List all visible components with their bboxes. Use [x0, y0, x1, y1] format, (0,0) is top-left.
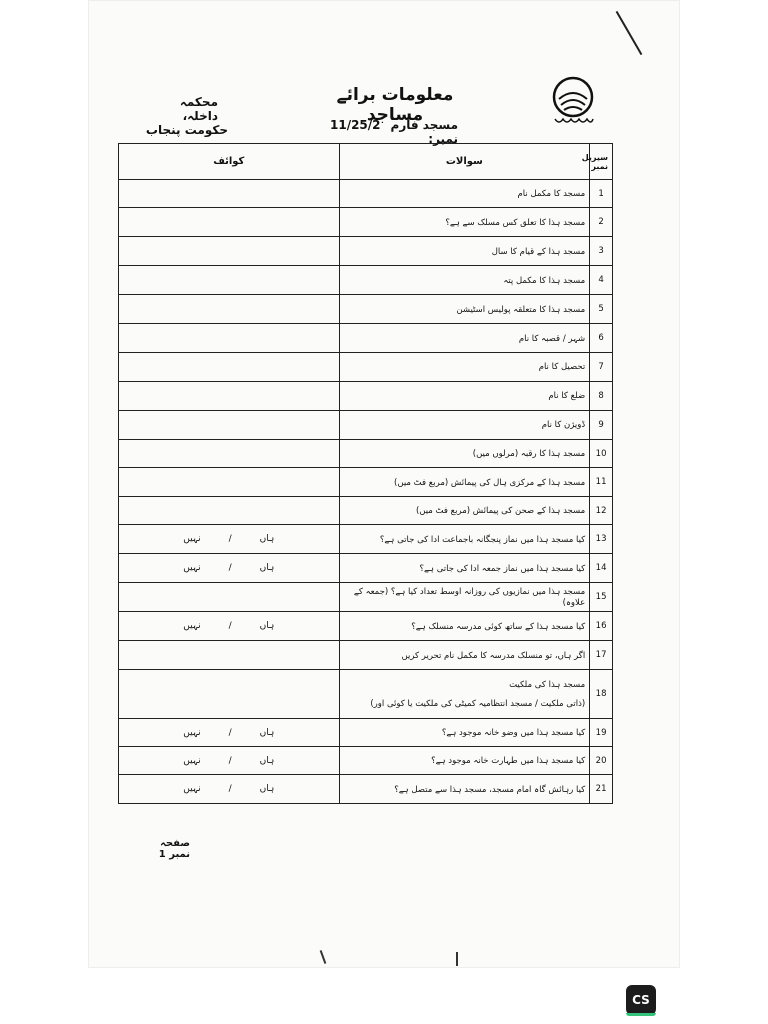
serial-cell: 5	[590, 295, 613, 324]
serial-cell: 18	[590, 670, 613, 719]
question-cell	[339, 612, 590, 641]
question-cell	[339, 554, 590, 583]
answer-cell[interactable]	[119, 237, 340, 266]
option-yes[interactable]: ہاں	[259, 784, 275, 794]
option-yes[interactable]: ہاں	[259, 621, 275, 631]
answer-cell[interactable]	[119, 670, 340, 719]
option-yes[interactable]: ہاں	[259, 727, 275, 738]
option-yes[interactable]: ہاں	[259, 755, 275, 766]
option-separator: /	[228, 563, 232, 573]
camscanner-badge: CS	[626, 985, 656, 1015]
form-number-line	[330, 118, 458, 146]
option-separator: /	[228, 727, 232, 738]
answer-cell[interactable]	[119, 525, 340, 554]
answer-cell[interactable]	[119, 775, 340, 804]
question-text: مسجد ہذا کا مکمل پتہ	[503, 275, 586, 286]
question-cell	[339, 525, 590, 554]
answer-cell[interactable]	[119, 295, 340, 324]
punjab-emblem-icon	[549, 75, 597, 131]
table-row	[119, 612, 613, 641]
answer-cell[interactable]	[119, 208, 340, 237]
serial-cell: 1	[590, 180, 613, 208]
department-name: محکمہ داخلہ،	[179, 95, 218, 123]
table-row	[119, 468, 613, 497]
table-row	[119, 497, 613, 525]
answer-cell[interactable]	[119, 324, 340, 353]
option-no[interactable]: نہیں	[183, 755, 201, 766]
question-cell	[339, 775, 590, 804]
question-text: ڈویژن کا نام	[541, 420, 586, 430]
table-row	[119, 180, 613, 208]
question-text: کیا مسجد ہذا میں طہارت خانہ موجود ہے؟	[431, 756, 586, 766]
option-separator: /	[228, 784, 232, 794]
answer-cell[interactable]	[119, 583, 340, 612]
table-header-row	[119, 144, 613, 180]
question-text: مسجد ہذا کا تعلق کس مسلک سے ہے؟	[445, 217, 586, 228]
table-row	[119, 670, 613, 719]
table-row	[119, 237, 613, 266]
answer-cell[interactable]	[119, 554, 340, 583]
question-text: مسجد ہذا کا رقبہ (مرلوں میں)	[472, 449, 586, 459]
serial-cell: 15	[590, 583, 613, 612]
table-row	[119, 775, 613, 804]
table-row	[119, 440, 613, 468]
question-text: مسجد ہذا کے مرکزی ہال کی پیمائش (مربع فٹ میں)	[394, 477, 586, 488]
serial-cell: 20	[590, 747, 613, 775]
form-number-value: 11/25/2	[330, 118, 381, 132]
serial-cell: 7	[590, 353, 613, 382]
table-row	[119, 353, 613, 382]
table-row	[119, 525, 613, 554]
question-text: مسجد ہذا میں نمازیوں کی روزانہ اوسط تعداد کیا ہے؟ (جمعہ کے علاوہ)	[353, 587, 586, 608]
serial-cell: 21	[590, 775, 613, 804]
option-no[interactable]: نہیں	[183, 534, 201, 544]
question-cell	[339, 266, 590, 295]
serial-cell: 16	[590, 612, 613, 641]
table-row	[119, 747, 613, 775]
page-number: صفحہ نمبر 1	[158, 838, 190, 860]
header-kawaif: کوائف	[119, 144, 340, 180]
option-yes[interactable]: ہاں	[259, 534, 275, 544]
question-text: کیا مسجد ہذا کے ساتھ کوئی مدرسہ منسلک ہے؟	[411, 621, 586, 632]
question-cell	[339, 497, 590, 525]
serial-cell: 4	[590, 266, 613, 295]
question-text: مسجد ہذا کی ملکیت	[509, 680, 586, 690]
question-text: کیا مسجد ہذا میں نماز پنجگانہ باجماعت ادا کی جاتی ہے؟	[379, 534, 586, 545]
serial-cell: 9	[590, 411, 613, 440]
serial-cell: 14	[590, 554, 613, 583]
table-row	[119, 641, 613, 670]
table-row	[119, 266, 613, 295]
option-no[interactable]: نہیں	[183, 563, 201, 573]
option-separator: /	[228, 534, 232, 544]
table-row	[119, 554, 613, 583]
question-cell	[339, 670, 590, 719]
table-row	[119, 208, 613, 237]
government-name: حکومت پنجاب	[145, 123, 228, 137]
serial-cell: 19	[590, 719, 613, 747]
question-cell	[339, 468, 590, 497]
question-text: مسجد ہذا کے قیام کا سال	[491, 246, 586, 257]
question-cell	[339, 353, 590, 382]
question-text: مسجد ہذا کا متعلقہ پولیس اسٹیشن	[456, 304, 586, 315]
answer-cell[interactable]	[119, 382, 340, 411]
serial-cell: 6	[590, 324, 613, 353]
question-cell	[339, 747, 590, 775]
answer-cell[interactable]	[119, 612, 340, 641]
question-text: تحصیل کا نام	[538, 362, 586, 372]
option-no[interactable]: نہیں	[183, 727, 201, 738]
answer-cell[interactable]	[119, 266, 340, 295]
question-cell	[339, 382, 590, 411]
table-row	[119, 324, 613, 353]
option-no[interactable]: نہیں	[183, 784, 201, 794]
question-subtext: (ذاتی ملکیت / مسجد انتظامیہ کمیٹی کی ملکیت یا کوئی اور)	[370, 699, 586, 709]
answer-cell[interactable]	[119, 468, 340, 497]
question-cell	[339, 641, 590, 670]
question-cell	[339, 295, 590, 324]
header-sawalat: سوالات	[339, 144, 590, 180]
question-text: کیا رہائش گاہ امام مسجد، مسجد ہذا سے متصل ہے؟	[394, 784, 586, 795]
serial-cell: 3	[590, 237, 613, 266]
table-row	[119, 382, 613, 411]
serial-cell: 8	[590, 382, 613, 411]
answer-cell[interactable]	[119, 497, 340, 525]
answer-cell[interactable]	[119, 180, 340, 208]
question-text: ضلع کا نام	[548, 391, 586, 401]
option-separator: /	[228, 621, 232, 631]
question-cell	[339, 583, 590, 612]
answer-cell[interactable]	[119, 440, 340, 468]
header-serial: سیریل نمبر	[590, 144, 613, 180]
table-row	[119, 719, 613, 747]
scan-mark	[456, 952, 458, 966]
question-cell	[339, 411, 590, 440]
answer-cell[interactable]	[119, 719, 340, 747]
question-text: مسجد کا مکمل نام	[517, 188, 586, 199]
serial-cell: 2	[590, 208, 613, 237]
option-separator: /	[228, 755, 232, 766]
question-text: کیا مسجد ہذا میں وضو خانہ موجود ہے؟	[441, 728, 586, 738]
table-row	[119, 583, 613, 612]
option-yes[interactable]: ہاں	[259, 563, 275, 573]
serial-cell: 12	[590, 497, 613, 525]
form-number-label: مسجد فارم نمبر:	[390, 118, 458, 146]
question-cell	[339, 719, 590, 747]
answer-cell[interactable]	[119, 353, 340, 382]
serial-cell: 11	[590, 468, 613, 497]
question-cell	[339, 180, 590, 208]
option-no[interactable]: نہیں	[183, 621, 201, 631]
table-row	[119, 411, 613, 440]
serial-cell: 10	[590, 440, 613, 468]
page-title: معلومات برائے مساجد	[336, 85, 454, 125]
table-row	[119, 295, 613, 324]
question-cell	[339, 208, 590, 237]
question-text: کیا مسجد ہذا میں نماز جمعہ ادا کی جاتی ہے؟	[419, 563, 586, 574]
question-text: مسجد ہذا کے صحن کی پیمائش (مربع فٹ میں)	[415, 506, 586, 516]
question-text: شہر / قصبہ کا نام	[518, 333, 586, 344]
serial-cell: 13	[590, 525, 613, 554]
camscanner-badge-accent	[626, 1013, 656, 1016]
answer-cell[interactable]	[119, 641, 340, 670]
answer-cell[interactable]	[119, 411, 340, 440]
question-cell	[339, 440, 590, 468]
question-cell	[339, 324, 590, 353]
serial-cell: 17	[590, 641, 613, 670]
question-text: اگر ہاں، تو منسلک مدرسہ کا مکمل نام تحریر کریں	[401, 650, 586, 661]
question-cell	[339, 237, 590, 266]
mosque-info-table	[118, 143, 613, 804]
answer-cell[interactable]	[119, 747, 340, 775]
